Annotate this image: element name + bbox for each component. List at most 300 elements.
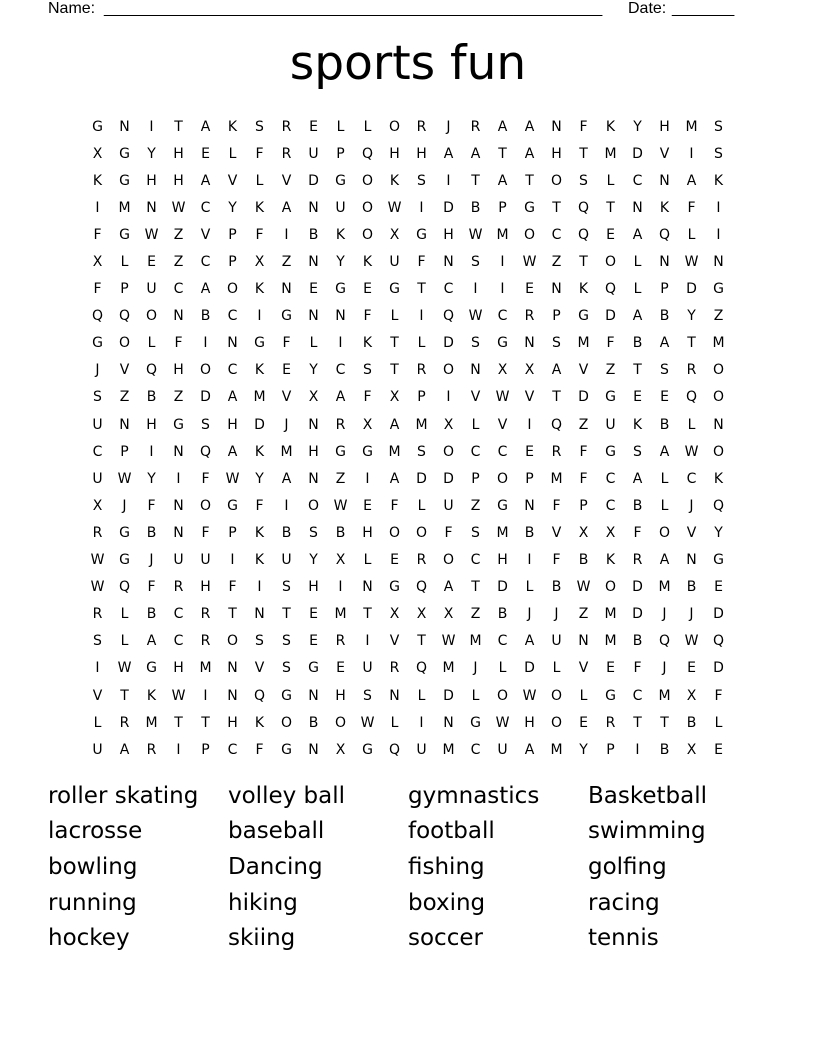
grid-letter: U — [200, 552, 211, 569]
grid-letter: E — [282, 362, 291, 379]
grid-letter: N — [308, 741, 319, 758]
grid-letter: Z — [119, 389, 130, 406]
grid-letter: D — [200, 389, 211, 406]
grid-letter: D — [308, 172, 319, 189]
grid-letter: S — [471, 524, 480, 541]
grid-letter: L — [417, 335, 426, 352]
grid-letter: U — [308, 145, 319, 162]
grid-letter: O — [199, 362, 212, 379]
grid-letter: R — [389, 660, 400, 677]
grid-letter: I — [689, 145, 694, 162]
grid-letter: E — [606, 660, 615, 677]
grid-letter: J — [473, 660, 478, 677]
grid-letter: D — [443, 687, 454, 704]
grid-letter: L — [120, 254, 129, 271]
grid-letter: J — [662, 606, 667, 623]
grid-letter: N — [173, 308, 184, 325]
grid-letter: X — [389, 606, 400, 623]
grid-letter: C — [470, 741, 481, 758]
grid-letter: L — [228, 145, 237, 162]
grid-letter: D — [524, 660, 535, 677]
word-bank-item: baseball — [228, 818, 325, 845]
grid-letter: W — [684, 254, 699, 271]
grid-letter: X — [92, 254, 103, 271]
grid-letter: R — [281, 118, 292, 135]
grid-letter: B — [281, 524, 292, 541]
word-bank-item: volley ball — [228, 782, 346, 809]
grid-letter: V — [470, 389, 481, 406]
grid-letter: O — [550, 687, 563, 704]
grid-letter: S — [282, 579, 291, 596]
grid-letter: F — [174, 335, 183, 352]
grid-letter: Q — [550, 416, 563, 433]
grid-letter: T — [633, 714, 642, 731]
grid-letter: V — [551, 524, 562, 541]
grid-letter: N — [281, 281, 292, 298]
grid-letter: C — [92, 443, 103, 460]
grid-letter: A — [470, 145, 481, 162]
grid-letter: M — [550, 741, 563, 758]
grid-letter: I — [176, 470, 181, 487]
grid-letter: M — [496, 524, 509, 541]
grid-letter: A — [119, 741, 130, 758]
grid-letter: W — [468, 226, 483, 243]
grid-letter: G — [308, 660, 319, 677]
grid-letter: C — [497, 633, 508, 650]
grid-letter: Y — [228, 199, 237, 216]
grid-letter: A — [200, 118, 211, 135]
grid-letter: I — [230, 552, 235, 569]
grid-letter: U — [416, 741, 427, 758]
grid-letter: I — [149, 443, 154, 460]
grid-letter: E — [714, 741, 723, 758]
grid-row — [84, 113, 732, 140]
grid-letter: W — [522, 687, 537, 704]
grid-letter: O — [388, 118, 401, 135]
grid-letter: R — [335, 633, 346, 650]
page-title: sports fun — [289, 36, 527, 91]
grid-letter: K — [632, 416, 643, 433]
grid-row — [84, 492, 732, 519]
grid-letter: E — [606, 226, 615, 243]
grid-letter: E — [687, 660, 696, 677]
grid-letter: D — [713, 606, 724, 623]
grid-letter: N — [686, 552, 697, 569]
grid-letter: V — [227, 172, 238, 189]
grid-letter: P — [120, 281, 129, 298]
grid-letter: L — [471, 687, 480, 704]
grid-letter: Q — [577, 199, 590, 216]
grid-letter: H — [443, 226, 454, 243]
grid-letter: N — [308, 470, 319, 487]
grid-letter: V — [578, 362, 589, 379]
grid-letter: L — [93, 714, 102, 731]
grid-letter: M — [604, 633, 617, 650]
grid-letter: B — [578, 552, 589, 569]
grid-letter: G — [362, 443, 373, 460]
grid-letter: C — [470, 443, 481, 460]
grid-letter: K — [578, 281, 589, 298]
grid-letter: A — [281, 199, 292, 216]
grid-letter: S — [633, 443, 642, 460]
grid-letter: N — [362, 579, 373, 596]
grid-letter: B — [308, 714, 319, 731]
grid-letter: S — [552, 335, 561, 352]
grid-letter: U — [335, 199, 346, 216]
grid-letter: C — [632, 172, 643, 189]
grid-letter: S — [471, 335, 480, 352]
grid-letter: V — [119, 362, 130, 379]
grid-letter: J — [122, 497, 127, 514]
worksheet-header — [48, 0, 768, 20]
grid-letter: L — [120, 633, 129, 650]
grid-letter: Q — [388, 741, 401, 758]
grid-letter: N — [119, 416, 130, 433]
grid-row — [84, 736, 732, 763]
grid-letter: F — [633, 524, 642, 541]
grid-letter: F — [255, 741, 264, 758]
grid-letter: F — [579, 443, 588, 460]
grid-letter: P — [201, 741, 210, 758]
grid-letter: H — [146, 416, 157, 433]
grid-letter: D — [578, 389, 589, 406]
grid-letter: S — [255, 633, 264, 650]
grid-letter: W — [495, 389, 510, 406]
grid-row — [84, 574, 732, 601]
grid-letter: V — [200, 226, 211, 243]
grid-letter: I — [203, 335, 208, 352]
grid-letter: N — [443, 714, 454, 731]
grid-letter: A — [335, 389, 346, 406]
grid-letter: O — [442, 552, 455, 569]
grid-letter: C — [605, 497, 616, 514]
grid-letter: O — [496, 470, 509, 487]
grid-letter: I — [419, 308, 424, 325]
grid-letter: X — [254, 254, 265, 271]
grid-letter: A — [524, 741, 535, 758]
grid-letter: D — [632, 606, 643, 623]
grid-letter: N — [578, 633, 589, 650]
grid-letter: G — [524, 199, 535, 216]
grid-letter: S — [363, 687, 372, 704]
grid-letter: E — [525, 443, 534, 460]
word-bank-item: gymnastics — [408, 782, 540, 809]
grid-letter: L — [390, 714, 399, 731]
grid-letter: Q — [118, 308, 131, 325]
grid-letter: O — [307, 497, 320, 514]
grid-letter: F — [633, 660, 642, 677]
grid-letter: L — [633, 281, 642, 298]
grid-letter: K — [254, 552, 265, 569]
grid-letter: C — [335, 362, 346, 379]
grid-letter: A — [281, 470, 292, 487]
grid-letter: K — [362, 254, 373, 271]
grid-letter: J — [446, 118, 451, 135]
grid-letter: Y — [255, 470, 264, 487]
grid-letter: C — [632, 687, 643, 704]
grid-letter: M — [415, 416, 428, 433]
grid-letter: M — [550, 470, 563, 487]
grid-letter: O — [280, 714, 293, 731]
grid-letter: E — [633, 389, 642, 406]
grid-letter: I — [284, 497, 289, 514]
grid-letter: E — [390, 552, 399, 569]
grid-letter: D — [632, 145, 643, 162]
grid-letter: O — [712, 443, 725, 460]
grid-letter: F — [255, 226, 264, 243]
grid-letter: B — [659, 741, 670, 758]
grid-letter: E — [147, 254, 156, 271]
grid-letter: M — [442, 741, 455, 758]
grid-letter: L — [120, 606, 129, 623]
grid-letter: D — [605, 308, 616, 325]
grid-row — [84, 140, 732, 167]
grid-letter: N — [551, 118, 562, 135]
grid-letter: F — [282, 335, 291, 352]
grid-letter: A — [659, 335, 670, 352]
grid-letter: R — [470, 118, 481, 135]
grid-letter: W — [441, 633, 456, 650]
grid-letter: P — [228, 254, 237, 271]
grid-letter: V — [92, 687, 103, 704]
grid-letter: G — [254, 335, 265, 352]
grid-letter: V — [281, 389, 292, 406]
grid-letter: K — [254, 362, 265, 379]
grid-letter: G — [119, 524, 130, 541]
grid-letter: Y — [687, 308, 696, 325]
grid-letter: H — [389, 145, 400, 162]
grid-letter: T — [390, 335, 399, 352]
grid-letter: W — [171, 199, 186, 216]
grid-letter: M — [658, 579, 671, 596]
grid-letter: B — [335, 524, 346, 541]
grid-letter: B — [308, 226, 319, 243]
grid-letter: I — [95, 660, 100, 677]
name-blank-line: ________________________________________________________ — [104, 0, 603, 17]
grid-letter: N — [713, 254, 724, 271]
grid-letter: T — [579, 254, 588, 271]
grid-letter: P — [120, 443, 129, 460]
grid-letter: V — [659, 145, 670, 162]
grid-letter: R — [200, 606, 211, 623]
grid-letter: T — [471, 579, 480, 596]
grid-letter: B — [551, 579, 562, 596]
grid-letter: Q — [658, 633, 671, 650]
grid-letter: K — [713, 470, 724, 487]
grid-letter: R — [524, 308, 535, 325]
grid-letter: E — [363, 281, 372, 298]
grid-letter: A — [686, 172, 697, 189]
grid-letter: Y — [309, 362, 318, 379]
grid-letter: T — [417, 281, 426, 298]
grid-letter: P — [660, 281, 669, 298]
grid-letter: D — [443, 470, 454, 487]
word-bank-item: swimming — [588, 818, 706, 845]
grid-letter: M — [604, 606, 617, 623]
word-bank-item: golfing — [588, 853, 667, 880]
grid-letter: M — [496, 226, 509, 243]
grid-letter: T — [282, 606, 291, 623]
grid-letter: G — [335, 281, 346, 298]
grid-letter: S — [201, 416, 210, 433]
grid-letter: C — [470, 552, 481, 569]
grid-row — [84, 465, 732, 492]
grid-letter: F — [579, 470, 588, 487]
grid-letter: J — [689, 606, 694, 623]
grid-letter: L — [417, 497, 426, 514]
grid-letter: T — [228, 606, 237, 623]
grid-letter: I — [284, 226, 289, 243]
grid-letter: P — [336, 145, 345, 162]
grid-letter: P — [228, 524, 237, 541]
grid-letter: X — [92, 497, 103, 514]
grid-letter: U — [92, 470, 103, 487]
grid-letter: H — [227, 416, 238, 433]
grid-letter: L — [255, 172, 264, 189]
grid-letter: R — [200, 633, 211, 650]
grid-row — [84, 655, 732, 682]
grid-letter: E — [309, 606, 318, 623]
grid-letter: F — [255, 145, 264, 162]
grid-letter: O — [496, 687, 509, 704]
grid-letter: S — [93, 389, 102, 406]
grid-letter: N — [173, 497, 184, 514]
grid-letter: H — [173, 172, 184, 189]
grid-letter: P — [471, 470, 480, 487]
grid-letter: O — [550, 714, 563, 731]
grid-letter: R — [335, 416, 346, 433]
grid-letter: C — [227, 741, 238, 758]
grid-row — [84, 438, 732, 465]
grid-letter: K — [659, 199, 670, 216]
grid-letter: Z — [470, 497, 481, 514]
grid-letter: O — [145, 308, 158, 325]
grid-letter: X — [362, 416, 373, 433]
grid-letter: U — [173, 552, 184, 569]
grid-letter: N — [713, 416, 724, 433]
grid-letter: X — [389, 389, 400, 406]
grid-letter: Q — [415, 660, 428, 677]
grid-letter: X — [92, 145, 103, 162]
grid-letter: G — [146, 660, 157, 677]
grid-letter: M — [577, 335, 590, 352]
grid-letter: K — [254, 199, 265, 216]
grid-letter: S — [255, 118, 264, 135]
grid-letter: P — [417, 389, 426, 406]
grid-letter: B — [659, 308, 670, 325]
grid-letter: V — [281, 172, 292, 189]
grid-letter: L — [363, 118, 372, 135]
grid-letter: L — [714, 714, 723, 731]
grid-letter: N — [227, 335, 238, 352]
grid-letter: N — [119, 118, 130, 135]
grid-letter: I — [95, 199, 100, 216]
grid-letter: T — [120, 687, 129, 704]
grid-letter: A — [227, 443, 238, 460]
grid-letter: B — [470, 199, 481, 216]
grid-letter: Y — [336, 254, 345, 271]
grid-letter: K — [146, 687, 157, 704]
grid-letter: A — [659, 552, 670, 569]
grid-letter: Y — [633, 118, 642, 135]
grid-letter: F — [552, 497, 561, 514]
word-bank-item: racing — [588, 889, 660, 916]
grid-letter: O — [226, 281, 239, 298]
grid-letter: B — [686, 714, 697, 731]
grid-letter: N — [551, 281, 562, 298]
grid-letter: X — [308, 389, 319, 406]
grid-letter: H — [308, 579, 319, 596]
grid-letter: I — [527, 416, 532, 433]
grid-letter: F — [93, 281, 102, 298]
grid-letter: C — [497, 308, 508, 325]
grid-letter: G — [119, 145, 130, 162]
grid-letter: A — [524, 118, 535, 135]
grid-row — [84, 221, 732, 248]
grid-letter: O — [442, 443, 455, 460]
grid-letter: Q — [118, 579, 131, 596]
grid-letter: Z — [713, 308, 724, 325]
grid-letter: T — [552, 199, 561, 216]
grid-letter: X — [416, 606, 427, 623]
grid-letter: L — [390, 308, 399, 325]
grid-letter: G — [335, 172, 346, 189]
grid-row — [84, 628, 732, 655]
grid-letter: W — [144, 226, 159, 243]
grid-letter: F — [687, 199, 696, 216]
grid-letter: S — [363, 362, 372, 379]
grid-letter: L — [660, 470, 669, 487]
grid-letter: B — [659, 416, 670, 433]
grid-letter: E — [525, 281, 534, 298]
grid-letter: D — [686, 281, 697, 298]
grid-letter: X — [335, 741, 346, 758]
grid-letter: B — [632, 497, 643, 514]
grid-letter: B — [146, 389, 157, 406]
grid-letter: N — [308, 687, 319, 704]
grid-letter: O — [658, 524, 671, 541]
grid-letter: F — [606, 335, 615, 352]
grid-letter: J — [95, 362, 100, 379]
grid-letter: W — [495, 714, 510, 731]
grid-letter: A — [389, 416, 400, 433]
grid-letter: M — [685, 118, 698, 135]
grid-letter: T — [633, 362, 642, 379]
grid-letter: G — [281, 687, 292, 704]
grid-letter: F — [363, 389, 372, 406]
grid-letter: W — [225, 470, 240, 487]
grid-row — [84, 194, 732, 221]
grid-letter: R — [632, 552, 643, 569]
grid-row — [84, 357, 732, 384]
grid-letter: X — [497, 362, 508, 379]
grid-letter: P — [525, 470, 534, 487]
grid-letter: H — [524, 714, 535, 731]
grid-letter: M — [280, 443, 293, 460]
grid-letter: A — [551, 362, 562, 379]
word-bank-item: football — [408, 818, 495, 845]
grid-letter: U — [281, 552, 292, 569]
grid-letter: G — [281, 741, 292, 758]
grid-letter: L — [552, 660, 561, 677]
date-label: Date: — [628, 0, 667, 17]
grid-row — [84, 330, 732, 357]
grid-letter: F — [417, 254, 426, 271]
grid-letter: M — [334, 606, 347, 623]
grid-letter: N — [389, 687, 400, 704]
grid-letter: R — [92, 606, 103, 623]
grid-letter: T — [552, 389, 561, 406]
